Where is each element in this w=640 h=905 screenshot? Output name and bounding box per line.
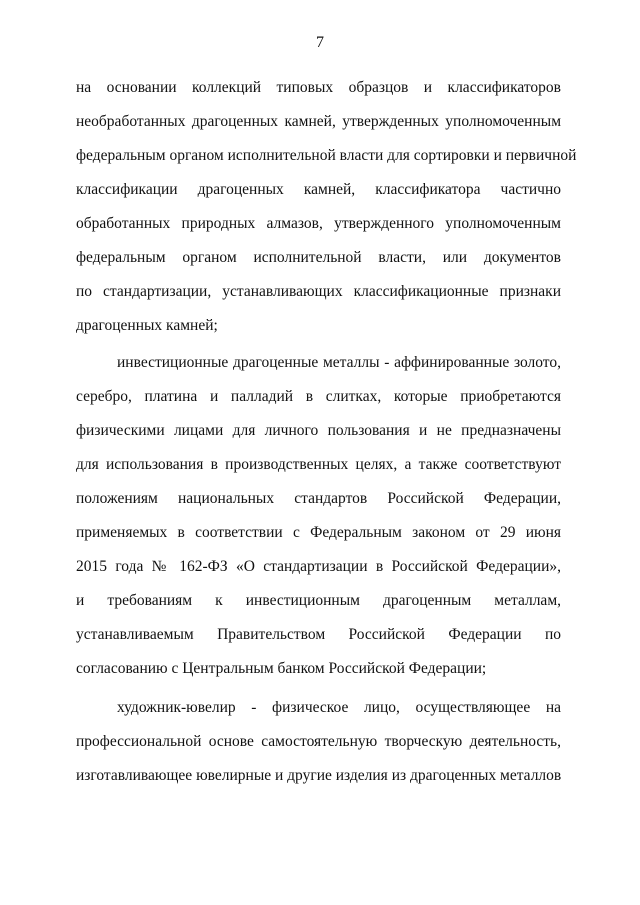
paragraph-line: и требованиям к инвестиционным драгоценным металлам, bbox=[76, 592, 561, 609]
paragraph-line: профессиональной основе самостоятельную творческую деятельность, bbox=[76, 733, 561, 750]
paragraph-line: применяемых в соответствии с Федеральным законом от 29 июня bbox=[76, 524, 561, 541]
paragraph-line: классификации драгоценных камней, классификатора частично bbox=[76, 181, 561, 198]
paragraph-line: драгоценных камней; bbox=[76, 317, 218, 334]
paragraph-2 bbox=[76, 353, 561, 693]
paragraph-line: согласованию с Центральным банком Российской Федерации; bbox=[76, 660, 487, 677]
paragraph-line: устанавливаемым Правительством Российской Федерации по bbox=[76, 626, 561, 643]
paragraph-line: по стандартизации, устанавливающих классификационные признаки bbox=[76, 283, 561, 300]
paragraph-line: художник-ювелир - физическое лицо, осуществляющее на bbox=[117, 699, 561, 716]
paragraph-1 bbox=[76, 78, 577, 350]
paragraph-line: на основании коллекций типовых образцов и классификаторов bbox=[76, 79, 561, 96]
paragraph-line: физическими лицами для личного пользования и не предназначены bbox=[76, 422, 561, 439]
paragraph-line: федеральным органом исполнительной власти, или документов bbox=[76, 249, 561, 266]
paragraph-line: для использования в производственных целях, а также соответствуют bbox=[76, 456, 561, 473]
paragraph-line: обработанных природных алмазов, утвержденного уполномоченным bbox=[76, 215, 561, 232]
paragraph-line: федеральным органом исполнительной власти для сортировки и первичной bbox=[76, 147, 577, 164]
paragraph-line: инвестиционные драгоценные металлы - аффинированные золото, bbox=[117, 354, 561, 371]
paragraph-3 bbox=[76, 698, 561, 800]
paragraph-line: положениям национальных стандартов Российской Федерации, bbox=[76, 490, 561, 507]
paragraph-line: изготавливающее ювелирные и другие изделия из драгоценных металлов bbox=[76, 767, 562, 784]
paragraph-line: 2015 года № 162-ФЗ «О стандартизации в Российской Федерации», bbox=[76, 558, 561, 575]
paragraph-line: необработанных драгоценных камней, утвержденных уполномоченным bbox=[76, 113, 561, 130]
paragraph-line: серебро, платина и палладий в слитках, которые приобретаются bbox=[76, 388, 561, 405]
page-number: 7 bbox=[316, 34, 324, 51]
